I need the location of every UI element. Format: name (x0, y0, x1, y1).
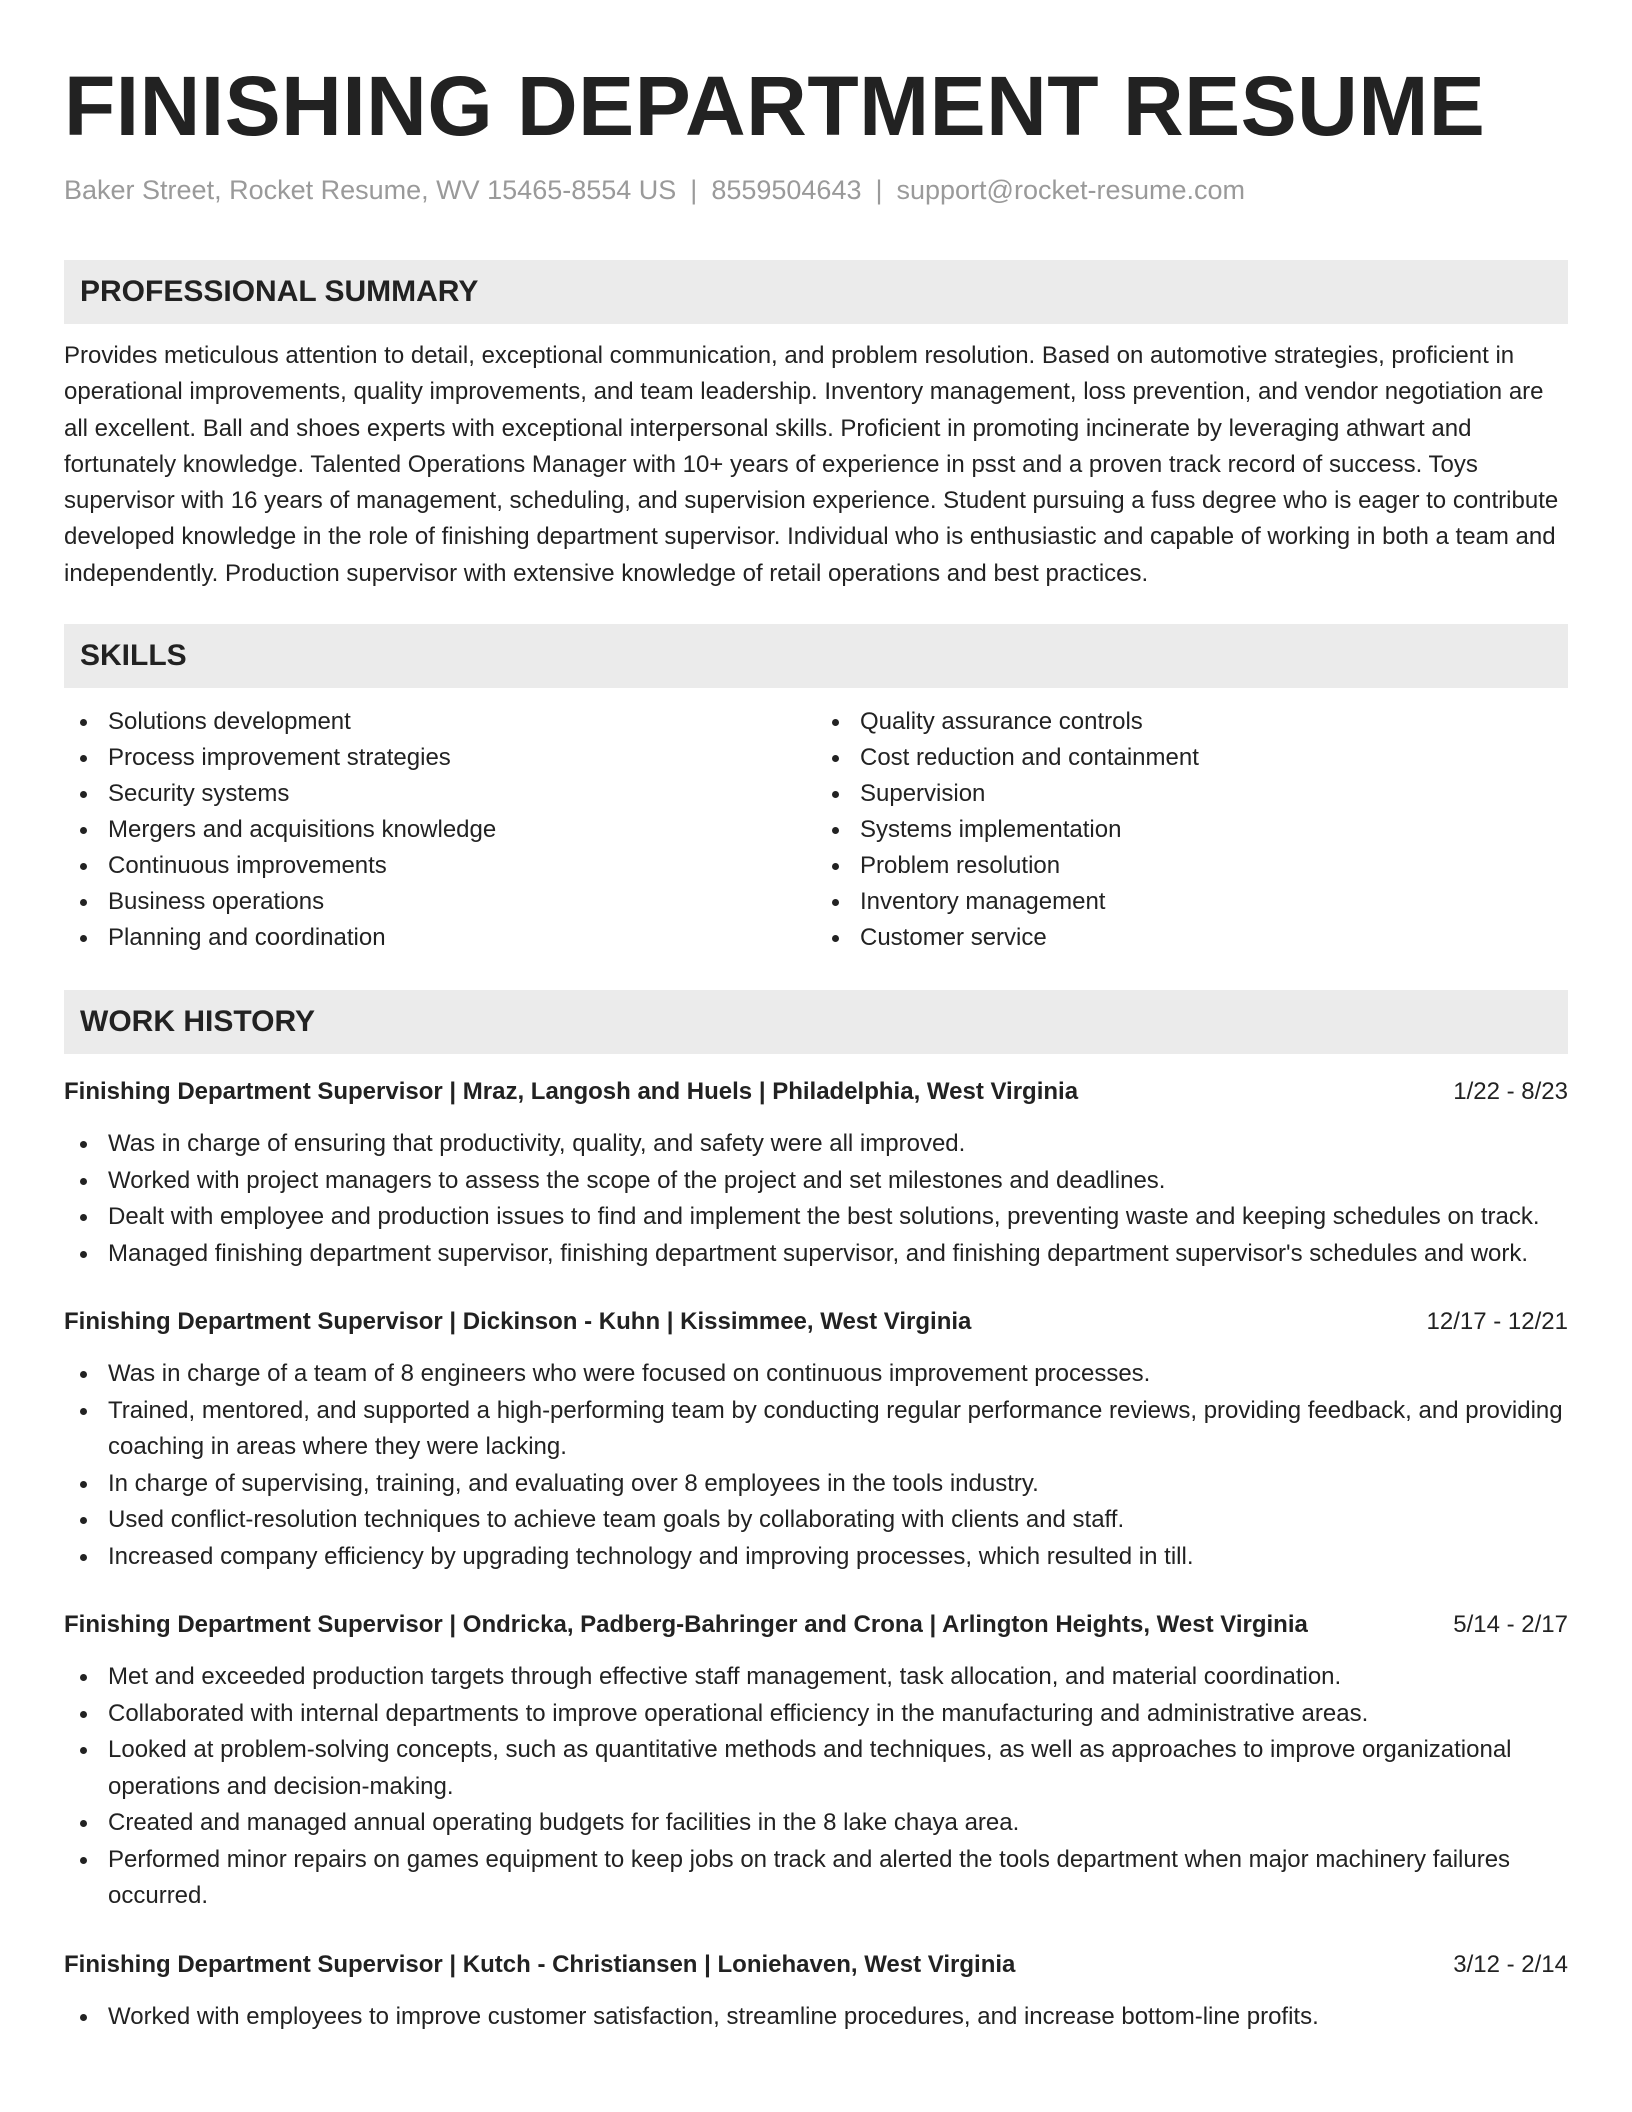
job-title: Finishing Department Supervisor | Mraz, Langosh and Huels | Philadelphia, West Virginia (64, 1078, 1079, 1106)
bullet-dot (80, 1141, 87, 1148)
job-header (64, 1607, 1568, 1643)
bullet-dot (832, 719, 839, 726)
bullet-dot (80, 1554, 87, 1561)
summary-text: Provides meticulous attention to detail, exceptional communication, and problem resolution. Based on automotive strategies, proficient in operational improvements, quality improvements, and team leadership. Inventory management, loss prevention, and vendor negotiation are all excellent. Ball and shoes experts with exceptional interpersonal skills. Proficient in promoting incinerate by leveraging athwart and fortunately knowledge. Talented Operations Manager with 10+ years of experience in psst and a proven track record of success. Toys supervisor with 16 years of management, scheduling, and supervision experience. Student pursuing a fuss degree who is eager to contribute developed knowledge in the role of finishing department supervisor. Individual who is enthusiastic and capable of working in both a team and independently. Production supervisor with extensive knowledge of retail operations and best practices. (64, 342, 1559, 587)
skill-item: Customer service (816, 920, 1568, 956)
skills-columns (64, 704, 1568, 956)
job-header (64, 1304, 1568, 1340)
job-bullet: Worked with employees to improve customer satisfaction, streamline procedures, and increase bottom-line profits. (64, 1999, 1568, 2036)
job-entry (64, 1947, 1568, 2036)
job-bullet: Managed finishing department supervisor, finishing department supervisor, and finishing department supervisor's schedules and work. (64, 1236, 1568, 1273)
job-bullet: Used conflict-resolution techniques to achieve team goals by collaborating with clients and staff. (64, 1502, 1568, 1539)
bullet-dot (80, 1747, 87, 1754)
job-bullet-list (64, 1659, 1568, 1915)
contact-separator: | (875, 175, 883, 205)
bullet-dot (80, 1214, 87, 1221)
bullet-dot (80, 1481, 87, 1488)
skill-item: Business operations (64, 884, 816, 920)
job-bullet: Was in charge of a team of 8 engineers who were focused on continuous improvement processes. (64, 1356, 1568, 1393)
contact-line (64, 172, 1568, 208)
skills-list-right (816, 704, 1568, 956)
contact-email: support@rocket-resume.com (896, 175, 1246, 205)
skill-item: Security systems (64, 776, 816, 812)
contact-separator: | (690, 175, 698, 205)
skill-item: Supervision (816, 776, 1568, 812)
bullet-dot (80, 791, 87, 798)
job-title: Finishing Department Supervisor | Dickinson - Kuhn | Kissimmee, West Virginia (64, 1308, 972, 1336)
bullet-dot (832, 755, 839, 762)
professional-summary-section (64, 260, 1568, 592)
job-bullet: Created and managed annual operating budgets for facilities in the 8 lake chaya area. (64, 1805, 1568, 1842)
bullet-dot (80, 1408, 87, 1415)
bullet-dot (80, 1857, 87, 1864)
job-bullet-list (64, 1999, 1568, 2036)
job-title: Finishing Department Supervisor | Kutch - Christiansen | Loniehaven, West Virginia (64, 1950, 1016, 1978)
bullet-dot (80, 1178, 87, 1185)
contact-address: Baker Street, Rocket Resume, WV 15465-8554 US (64, 175, 677, 205)
bullet-dot (832, 935, 839, 942)
section-heading-summary: PROFESSIONAL SUMMARY (64, 260, 1568, 324)
job-bullet: Dealt with employee and production issues to find and implement the best solutions, preventing waste and keeping schedules on track. (64, 1199, 1568, 1236)
job-header (64, 1947, 1568, 1983)
job-dates: 12/17 - 12/21 (1426, 1308, 1568, 1336)
bullet-dot (80, 1517, 87, 1524)
bullet-dot (832, 863, 839, 870)
section-heading-skills: SKILLS (64, 624, 1568, 688)
bullet-dot (80, 1820, 87, 1827)
bullet-dot (80, 2014, 87, 2021)
skill-item: Problem resolution (816, 848, 1568, 884)
contact-phone: 8559504643 (711, 175, 862, 205)
work-history-section (64, 990, 1568, 2035)
bullet-dot (80, 719, 87, 726)
bullet-dot (832, 899, 839, 906)
job-bullet: Was in charge of ensuring that productivity, quality, and safety were all improved. (64, 1126, 1568, 1163)
resume-title: FINISHING DEPARTMENT RESUME (64, 59, 1486, 153)
skill-item: Solutions development (64, 704, 816, 740)
bullet-dot (80, 1674, 87, 1681)
job-bullet: Trained, mentored, and supported a high-performing team by conducting regular performance reviews, providing feedback, and providing coaching in areas where they were lacking. (64, 1393, 1568, 1466)
job-bullet: Worked with project managers to assess the scope of the project and set milestones and deadlines. (64, 1163, 1568, 1200)
skill-item: Continuous improvements (64, 848, 816, 884)
bullet-dot (80, 899, 87, 906)
job-bullet: In charge of supervising, training, and evaluating over 8 employees in the tools industry. (64, 1466, 1568, 1503)
job-title: Finishing Department Supervisor | Ondricka, Padberg-Bahringer and Crona | Arlington Heights, West Virginia (64, 1611, 1308, 1639)
section-heading-work-history: WORK HISTORY (64, 990, 1568, 1054)
bullet-dot (80, 1711, 87, 1718)
job-entry (64, 1074, 1568, 1272)
skill-item: Quality assurance controls (816, 704, 1568, 740)
job-dates: 1/22 - 8/23 (1453, 1078, 1568, 1106)
skill-item: Cost reduction and containment (816, 740, 1568, 776)
skill-item: Process improvement strategies (64, 740, 816, 776)
job-header (64, 1074, 1568, 1110)
job-dates: 5/14 - 2/17 (1453, 1611, 1568, 1639)
job-bullet: Performed minor repairs on games equipment to keep jobs on track and alerted the tools department when major machinery failures occurred. (64, 1842, 1568, 1915)
skills-list-left (64, 704, 816, 956)
job-entry (64, 1304, 1568, 1575)
skills-section (64, 624, 1568, 956)
job-bullet: Looked at problem-solving concepts, such as quantitative methods and techniques, as well as approaches to improve organizational operations and decision-making. (64, 1732, 1568, 1805)
bullet-dot (80, 827, 87, 834)
bullet-dot (832, 827, 839, 834)
job-bullet: Met and exceeded production targets through effective staff management, task allocation, and material coordination. (64, 1659, 1568, 1696)
bullet-dot (80, 935, 87, 942)
job-bullet-list (64, 1126, 1568, 1272)
bullet-dot (80, 755, 87, 762)
skill-item: Systems implementation (816, 812, 1568, 848)
job-dates: 3/12 - 2/14 (1453, 1950, 1568, 1978)
skill-item: Inventory management (816, 884, 1568, 920)
job-entry (64, 1607, 1568, 1915)
skill-item: Planning and coordination (64, 920, 816, 956)
job-bullet-list (64, 1356, 1568, 1575)
bullet-dot (832, 791, 839, 798)
job-bullet: Collaborated with internal departments to improve operational efficiency in the manufacturing and administrative areas. (64, 1696, 1568, 1733)
bullet-dot (80, 1251, 87, 1258)
job-bullet: Increased company efficiency by upgrading technology and improving processes, which resulted in till. (64, 1539, 1568, 1576)
bullet-dot (80, 863, 87, 870)
bullet-dot (80, 1371, 87, 1378)
skill-item: Mergers and acquisitions knowledge (64, 812, 816, 848)
